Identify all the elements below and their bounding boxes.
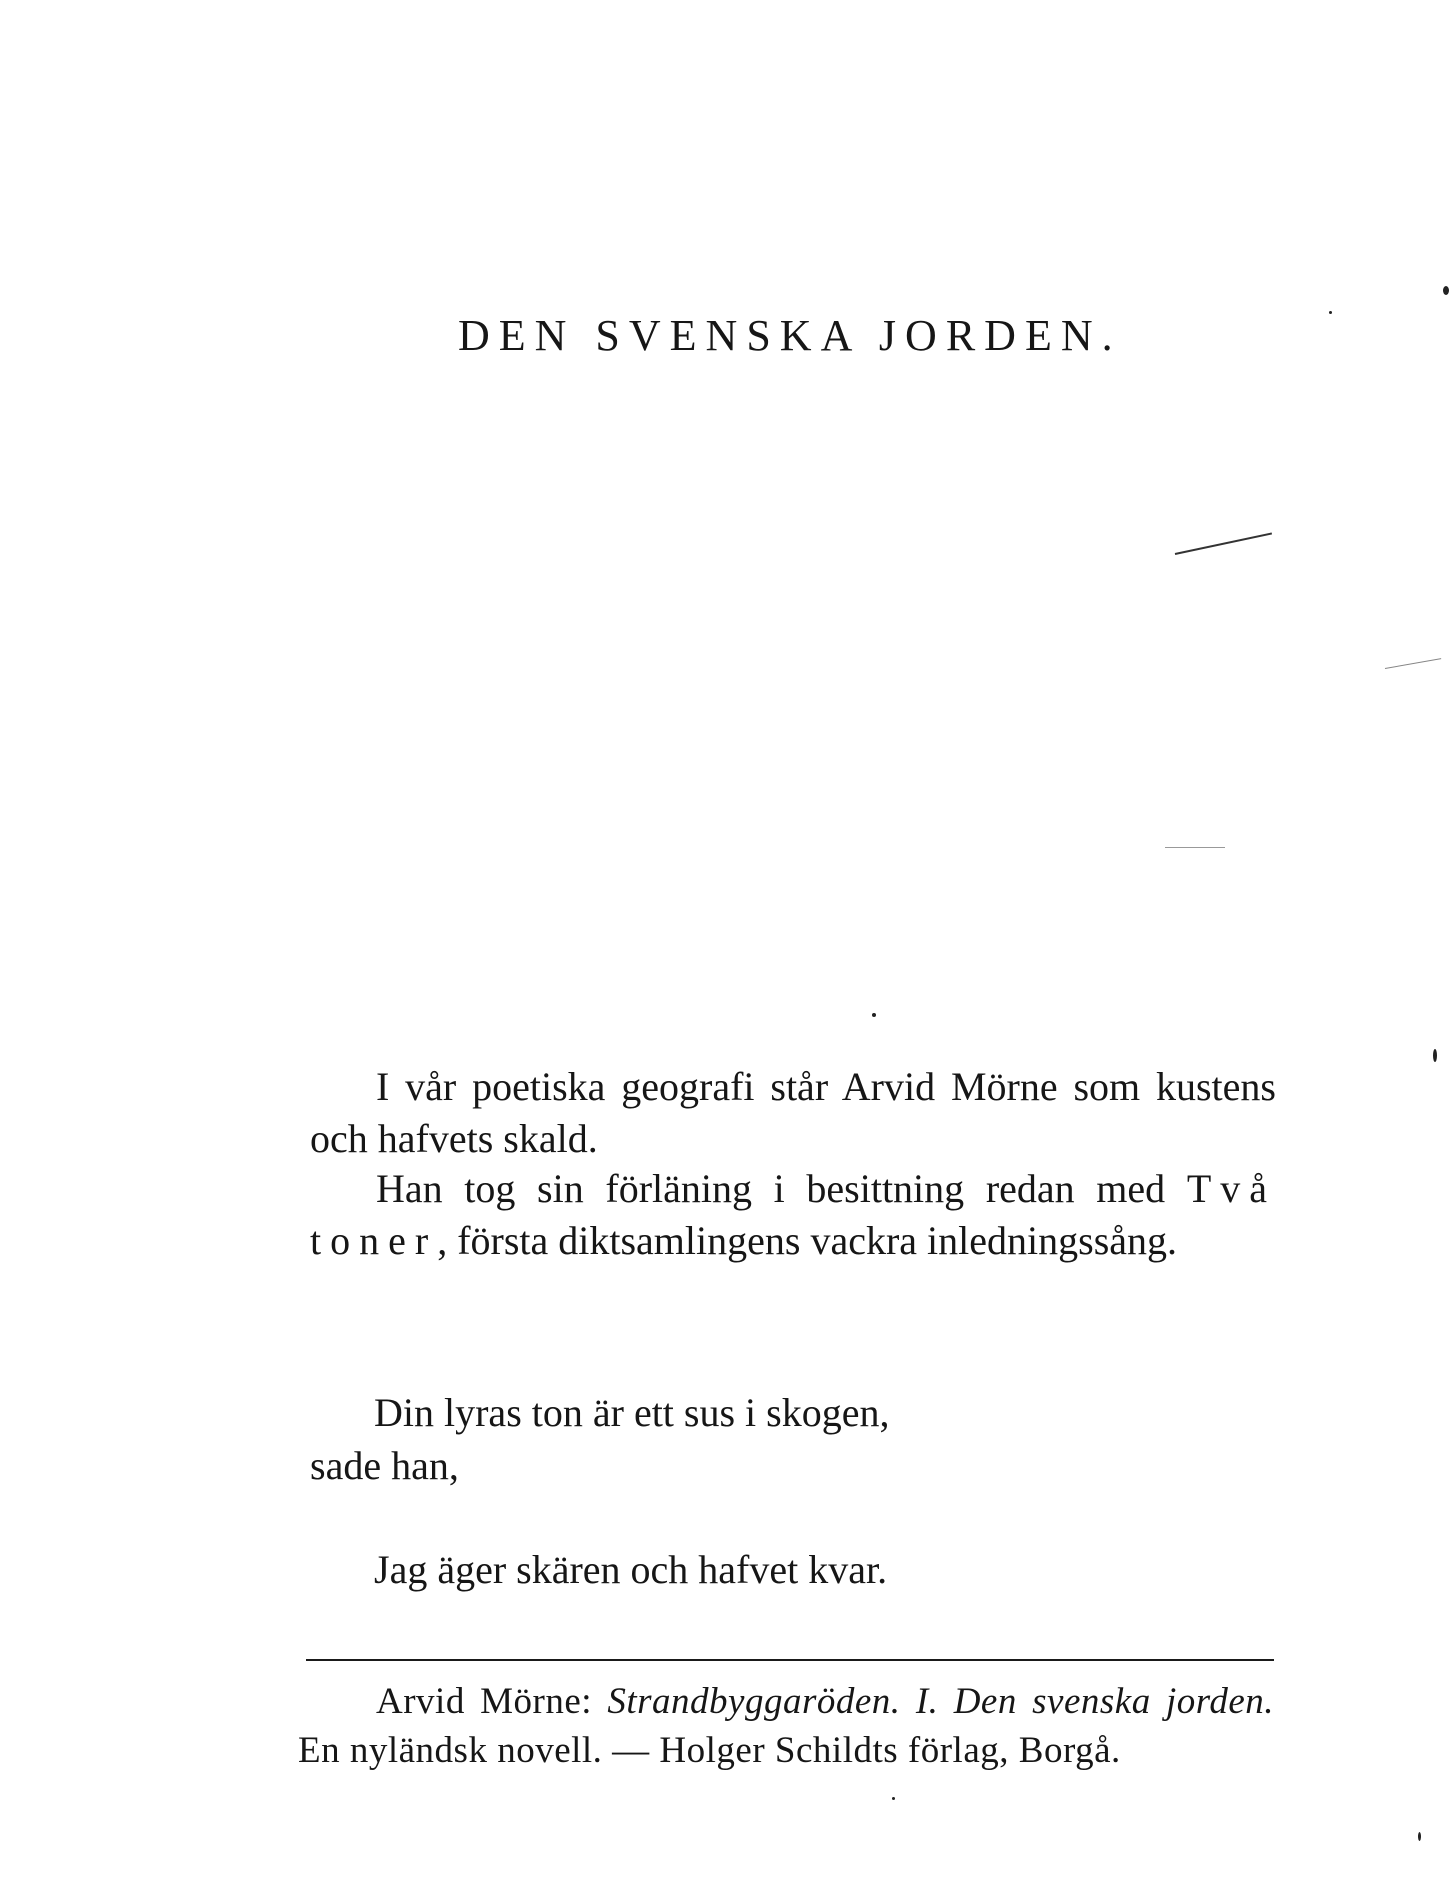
paragraph-1 bbox=[310, 1061, 1276, 1165]
footnote-author: Arvid Mörne: bbox=[376, 1681, 608, 1722]
scan-speck bbox=[1418, 1832, 1421, 1841]
verse-line-1: Din lyras ton är ett sus i skogen, bbox=[374, 1390, 890, 1435]
footnote-publisher: En nyländsk novell. — Holger Schildts förlag, Borgå. bbox=[298, 1730, 1121, 1771]
paragraph-1-text: I vår poetiska geografi står Arvid Mörne som kustens och hafvets skald. bbox=[310, 1064, 1276, 1161]
scan-mark bbox=[1175, 532, 1272, 555]
scan-mark bbox=[1165, 847, 1225, 848]
scan-speck bbox=[872, 1013, 876, 1017]
paragraph-2-text-start: Han tog sin förläning i besittning redan med bbox=[376, 1166, 1166, 1211]
verse-line-2: sade han, bbox=[310, 1443, 459, 1488]
paragraph-2 bbox=[310, 1163, 1276, 1267]
scan-speck bbox=[1433, 1049, 1437, 1062]
scan-speck bbox=[892, 1797, 895, 1800]
paragraph-2-text-end: , första diktsamlingens vackra inledningssång. bbox=[437, 1218, 1178, 1263]
scan-speck bbox=[1443, 286, 1449, 295]
chapter-title: DEN SVENSKA JORDEN. bbox=[458, 311, 1122, 360]
footnote-divider bbox=[306, 1659, 1274, 1661]
scan-speck bbox=[1329, 311, 1332, 314]
collection-title-spaced: Två toner bbox=[310, 1166, 1277, 1263]
footnote bbox=[298, 1677, 1274, 1775]
verse-line-3: Jag äger skären och hafvet kvar. bbox=[374, 1547, 888, 1592]
scan-mark bbox=[1385, 658, 1441, 669]
footnote-work-title: Strandbyggaröden. I. Den svenska jorden. bbox=[607, 1681, 1274, 1722]
